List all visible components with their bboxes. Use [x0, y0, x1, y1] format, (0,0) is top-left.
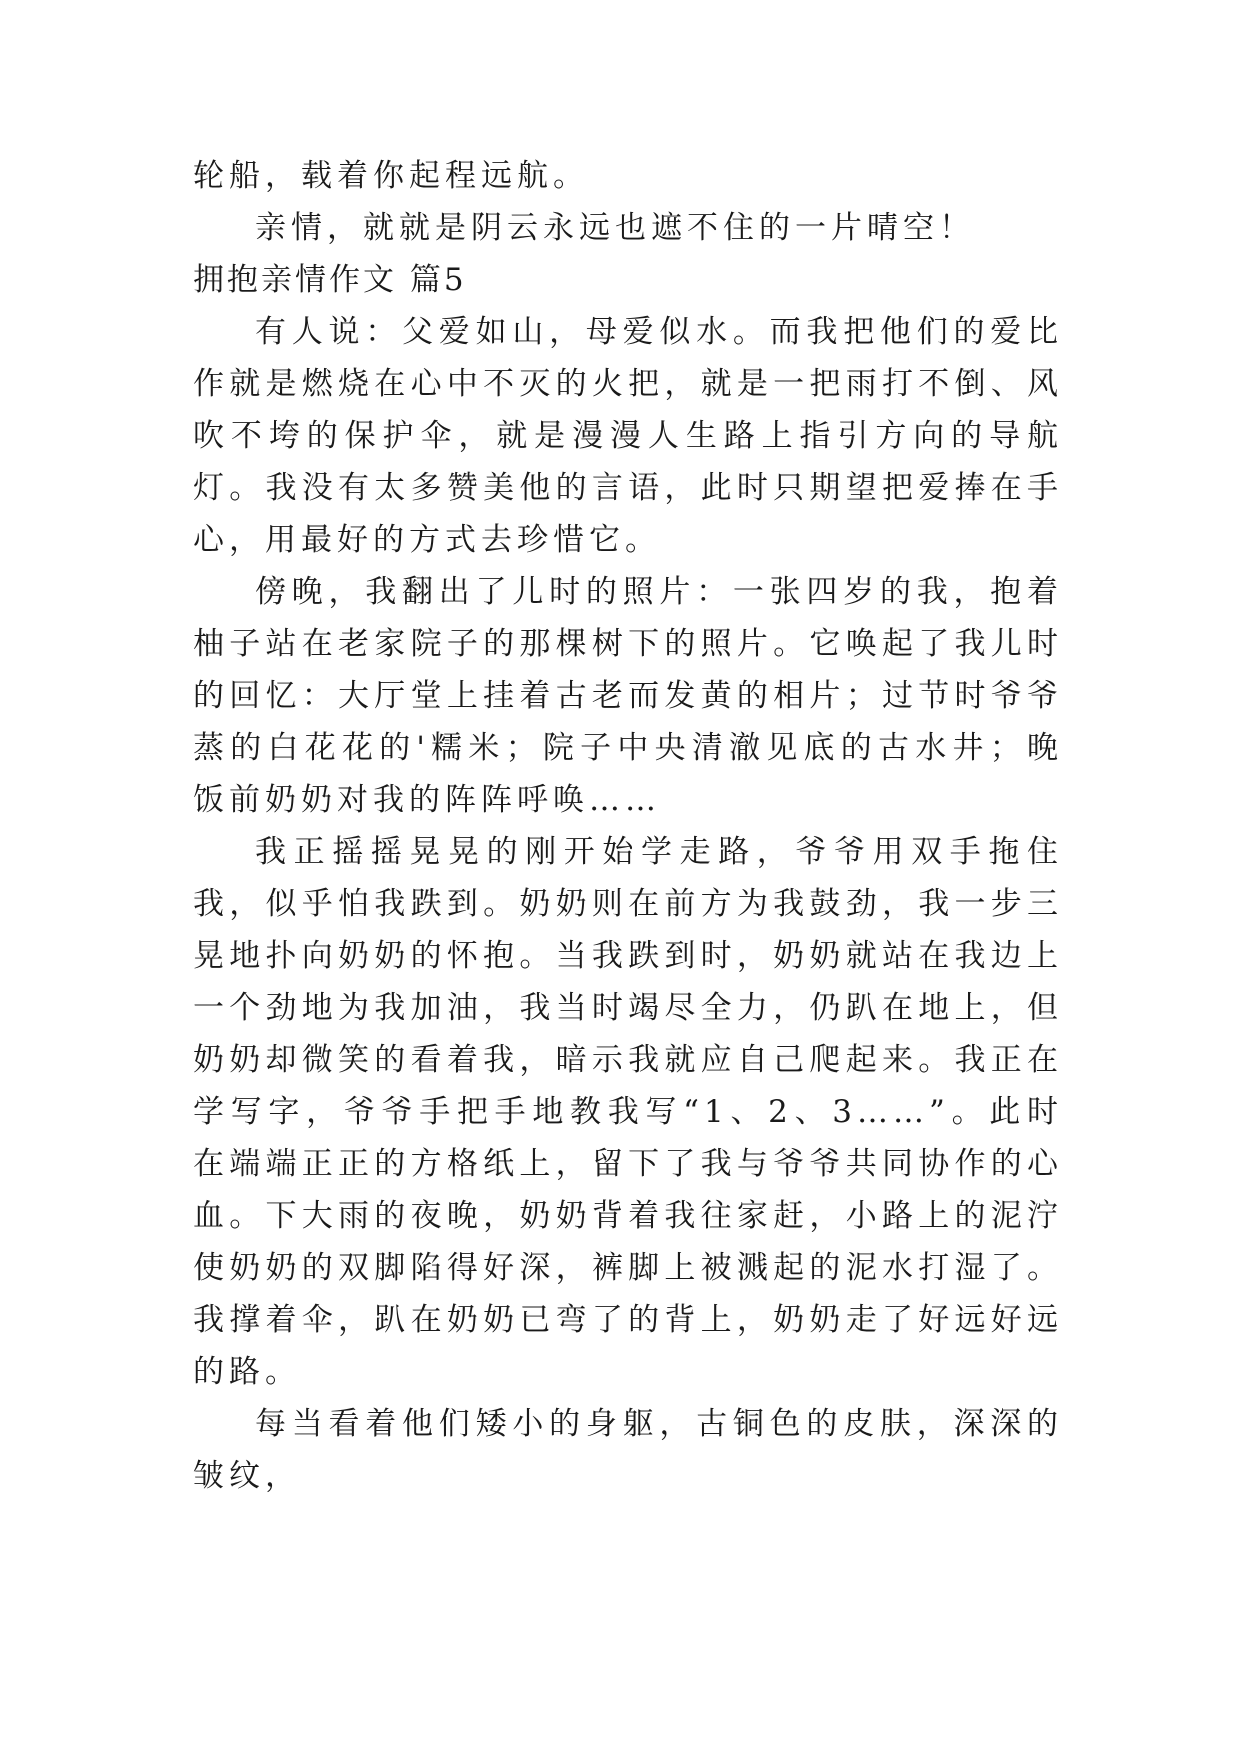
document-body: [193, 150, 1063, 1502]
paragraph-summary: 亲情，就就是阴云永远也遮不住的一片晴空！: [255, 210, 975, 246]
paragraph-childhood: 我正摇摇晃晃的刚开始学走路，爷爷用双手拖住我，似乎怕我跌到。奶奶则在前方为我鼓劲，我一步三晃地扑向奶奶的怀抱。当我跌到时，奶奶就站在我边上一个劲地为我加油，我当时竭尽全力，仍趴在地上，但奶奶却微笑的看着我，暗示我就应自己爬起来。我正在学写字，爷爷手把手地教我写“1、2、3……”。此时在端端正正的方格纸上，留下了我与爷爷共同协作的心血。下大雨的夜晚，奶奶背着我往家赶，小路上的泥泞使奶奶的双脚陷得好深，裤脚上被溅起的泥水打湿了。我撑着伞，趴在奶奶已弯了的背上，奶奶走了好远好远的路。: [193, 834, 1063, 1390]
paragraph-photo-memory: 傍晚，我翻出了儿时的照片：一张四岁的我，抱着柚子站在老家院子的那棵树下的照片。它唤起了我儿时的回忆：大厅堂上挂着古老而发黄的相片；过节时爷爷蒸的白花花的'糯米；院子中央清澈见底的古水井；晚饭前奶奶对我的阵阵呼唤……: [193, 574, 1063, 818]
paragraph-intro: 有人说：父爱如山，母爱似水。而我把他们的爱比作就是燃烧在心中不灭的火把，就是一把雨打不倒、风吹不垮的保护伞，就是漫漫人生路上指引方向的导航灯。我没有太多赞美他的言语，此时只期望把爱捧在手心，用最好的方式去珍惜它。: [193, 314, 1063, 558]
section-heading: 拥抱亲情作文 篇5: [193, 262, 467, 298]
paragraph-closing: 每当看着他们矮小的身躯，古铜色的皮肤，深深的皱纹，: [193, 1406, 1063, 1494]
paragraph-continuation: 轮船，载着你起程远航。: [193, 158, 589, 194]
